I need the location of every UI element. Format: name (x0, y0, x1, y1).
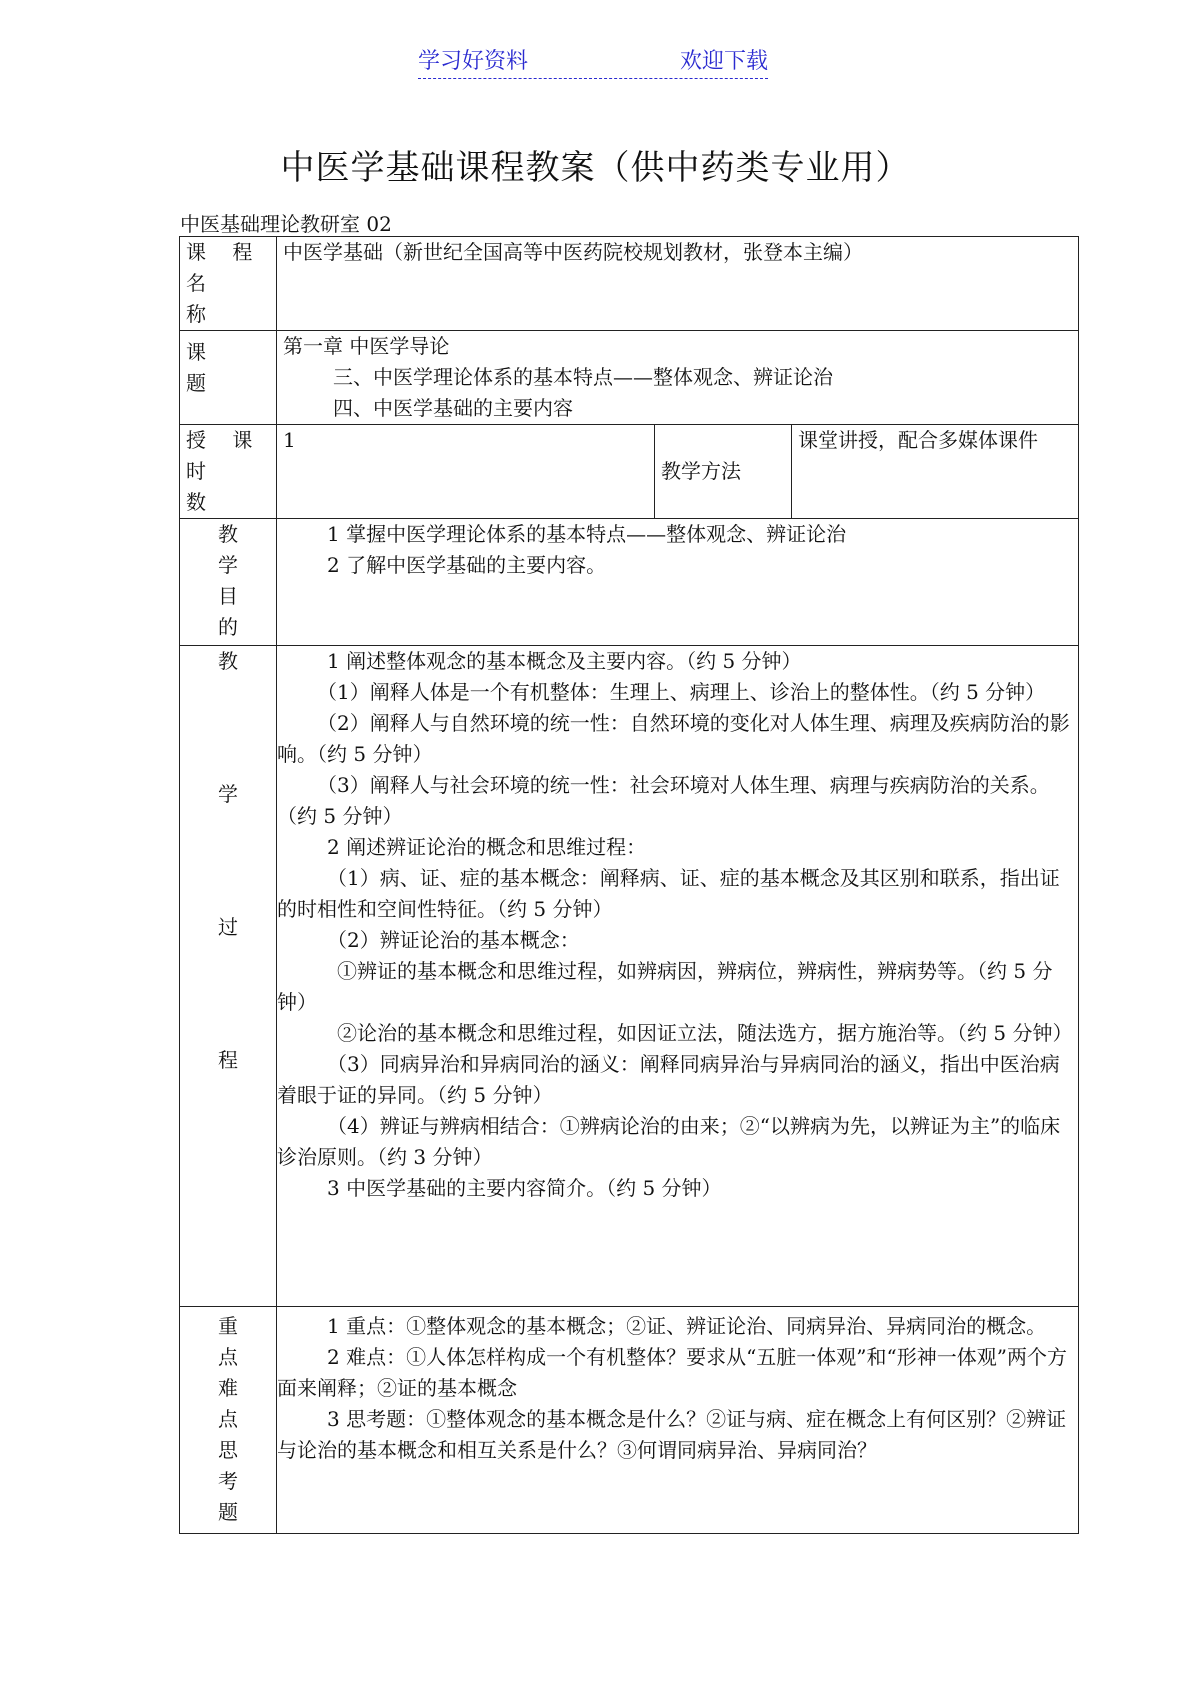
process-value: 1 阐述整体观念的基本概念及主要内容。（约 5 分钟） （1）阐释人体是一个有机整体：生理上、病理上、诊治上的整体性。（约 5 分钟） （2）阐释人与自然环境的统一性：自然环境的变化对人体生理、病理及疾病防治的影响。（约 5 分钟） （3）阐释人与社会环境的统一性：社会环境对人体生理、病理与疾病防治的关系。 （约 5 分钟） 2 阐述辨证论治的概念和思维过程： （1）病、证、症的基本概念：阐释病、证、症的基本概念及其区别和联系，指出证的时相性和空间性特征。（约 5 分钟） （2）辨证论治的基本概念： ①辨证的基本概念和思维过程，如辨病因，辨病位，辨病性，辨病势等。（约 5 分钟） ②论治的基本概念和思维过程，如因证立法，随法选方，据方施治等。（约 5 分钟） （3）同病异治和异病同治的涵义：阐释同病异治与异病同治的涵义，指出中医治病着眼于证的异同。（约 5 分钟） （4）辨证与辨病相结合：①辨病论治的由来；②“以辨病为先，以辨证为主”的临床诊治原则。（约 3 分钟） 3 中医学基础的主要内容简介。（约 5 分钟） (277, 646, 1079, 1307)
topic-label: 课 题 (180, 331, 277, 425)
hours-value: 1 (277, 425, 655, 519)
course-name-label: 课 程 名 称 (180, 237, 277, 331)
key-points-row (180, 1307, 1079, 1534)
goals-row (180, 519, 1079, 646)
hours-row (180, 425, 1079, 519)
goals-value: 1 掌握中医学理论体系的基本特点——整体观念、辨证论治 2 了解中医学基础的主要内容。 (277, 519, 1079, 646)
header-left-text: 学习好资料 (418, 49, 529, 74)
topic-row (180, 331, 1079, 425)
goals-label: 教 学 目 的 (180, 519, 277, 646)
course-name-value: 中医学基础（新世纪全国高等中医药院校规划教材，张登本主编） (277, 237, 1079, 331)
topic-value: 第一章 中医学导论 三、中医学理论体系的基本特点——整体观念、辨证论治 四、中医学基础的主要内容 (277, 331, 1079, 425)
page-header (418, 44, 768, 79)
lesson-plan-table (179, 236, 1079, 1534)
page-title: 中医学基础课程教案（供中药类专业用） (280, 148, 911, 188)
key-points-label: 重 点 难 点 思 考 题 (180, 1307, 277, 1534)
teaching-method-value: 课堂讲授，配合多媒体课件 (792, 425, 1079, 519)
hours-label: 授 课 时 数 (180, 425, 277, 519)
header-right-text: 欢迎下载 (679, 49, 768, 74)
process-label: 教 学 过 程 (180, 646, 277, 1307)
teaching-method-label: 教学方法 (655, 425, 792, 519)
key-points-value: 1 重点：①整体观念的基本概念；②证、辨证论治、同病异治、异病同治的概念。 2 难点：①人体怎样构成一个有机整体？要求从“五脏一体观”和“形神一体观”两个方面来阐释；②证的基本概念 3 思考题：①整体观念的基本概念是什么？②证与病、症在概念上有何区别？②辨证与论治的基本概念和相互关系是什么？③何谓同病异治、异病同治？ (277, 1307, 1079, 1534)
process-row (180, 646, 1079, 1307)
department-label: 中医基础理论教研室 02 (180, 212, 392, 236)
course-name-row (180, 237, 1079, 331)
